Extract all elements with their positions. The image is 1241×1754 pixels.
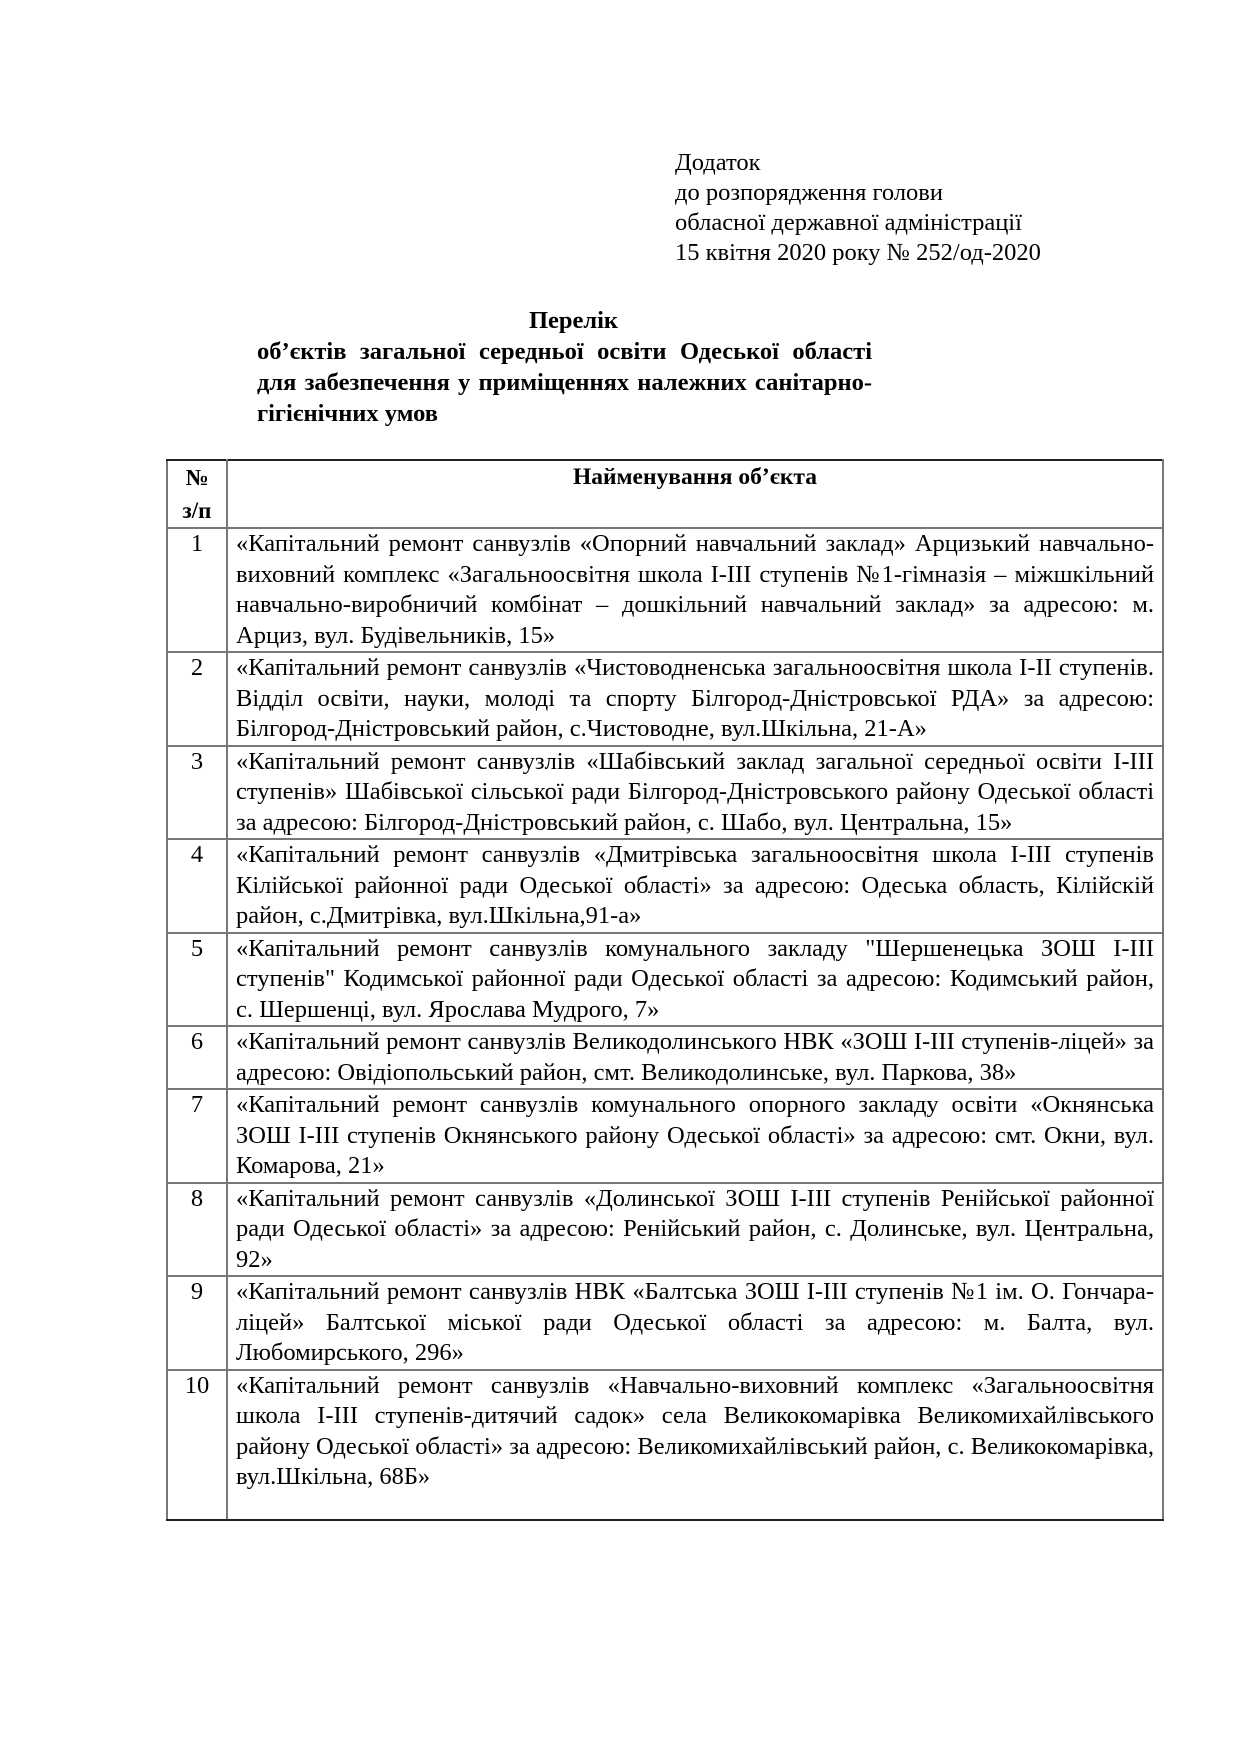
table-header-row [167,460,1163,528]
column-header-number: № з/п [167,460,227,528]
column-header-name: Найменування об’єкта [227,460,1163,528]
table-row [167,746,1163,840]
title-main: Перелік [528,307,619,334]
row-object-name: «Капітальний ремонт санвузлів Великодолинського НВК «ЗОШ І-ІІІ ступенів-ліцей» за адресою: Овідіопольський район, смт. Великодолинське, вул. Паркова, 38» [227,1026,1163,1089]
table-row [167,1370,1163,1520]
objects-table [166,459,1164,1521]
table-row [167,528,1163,652]
addendum-line: Додаток [675,149,761,176]
table-row [167,1183,1163,1277]
row-number: 2 [167,652,227,746]
row-object-name: «Капітальний ремонт санвузлів комунального опорного закладу освіти «Окнянська ЗОШ І-ІІІ ступенів Окнянського району Одеської області» за адресою: смт. Окни, вул. Комарова, 21» [227,1089,1163,1183]
row-number: 1 [167,528,227,652]
row-object-name: «Капітальний ремонт санвузлів комунального закладу "Шершенецька ЗОШ І-ІІІ ступенів" Кодимської районної ради Одеської області за адресою: Кодимський район, с. Шершенці, вул. Ярослава Мудрого, 7» [227,933,1163,1027]
row-object-name: «Капітальний ремонт санвузлів «Чистоводненська загальноосвітня школа І-ІІ ступенів. Відділ освіти, науки, молоді та спорту Білгород-Дністровської РДА» за адресою: Білгород-Дністровський район, с.Чистоводне, вул.Шкільна, 21-А» [227,652,1163,746]
document-title [257,305,872,429]
row-object-name: «Капітальний ремонт санвузлів «Опорний навчальний заклад» Арцизький навчально-виховний комплекс «Загальноосвітня школа І-ІІІ ступенів №1-гімназія – міжшкільний навчально-виробничий комбінат – дошкільний навчальний заклад» за адресою: м. Арциз, вул. Будівельників, 15» [227,528,1163,652]
row-object-name: «Капітальний ремонт санвузлів «Навчально-виховний комплекс «Загальноосвітня школа І-ІІІ ступенів-дитячий садок» села Великокомарівка Великомихайлівського району Одеської області» за адресою: Великомихайлівський район, с. Великокомарівка, вул.Шкільна, 68Б» [227,1370,1163,1520]
row-object-name: «Капітальний ремонт санвузлів «Долинської ЗОШ І-ІІІ ступенів Ренійської районної ради Одеської області» за адресою: Ренійський район, с. Долинське, вул. Центральна, 92» [227,1183,1163,1277]
row-number: 7 [167,1089,227,1183]
addendum-line: до розпорядження голови [675,179,943,206]
title-subtitle: об’єктів загальної середньої освіти Одеської області для забезпечення у приміщеннях належних санітарно-гігієнічних умов [257,338,872,427]
row-number: 6 [167,1026,227,1089]
addendum-header [675,148,1041,268]
row-number: 8 [167,1183,227,1277]
row-number: 4 [167,839,227,933]
addendum-line: обласної державної адміністрації [675,209,1022,236]
table-row [167,1026,1163,1089]
row-number: 3 [167,746,227,840]
row-object-name: «Капітальний ремонт санвузлів НВК «Балтська ЗОШ І-ІІІ ступенів №1 ім. О. Гончара-ліцей» Балтської міської ради Одеської області за адресою: м. Балта, вул. Любомирського, 296» [227,1276,1163,1370]
row-object-name: «Капітальний ремонт санвузлів «Шабівський заклад загальної середньої освіти І-ІІІ ступенів» Шабівської сільської ради Білгород-Дністровського району Одеської області за адресою: Білгород-Дністровський район, с. Шабо, вул. Центральна, 15» [227,746,1163,840]
table-row [167,1089,1163,1183]
row-number: 10 [167,1370,227,1520]
row-object-name: «Капітальний ремонт санвузлів «Дмитрівська загальноосвітня школа І-ІІІ ступенів Кілійської районної ради Одеської області» за адресою: Одеська область, Кілійскій район, с.Дмитрівка, вул.Шкільна,91-а» [227,839,1163,933]
table-row [167,652,1163,746]
row-number: 9 [167,1276,227,1370]
table-row [167,839,1163,933]
table-row [167,933,1163,1027]
addendum-line: 15 квітня 2020 року № 252/од-2020 [675,239,1041,266]
table-row [167,1276,1163,1370]
row-number: 5 [167,933,227,1027]
